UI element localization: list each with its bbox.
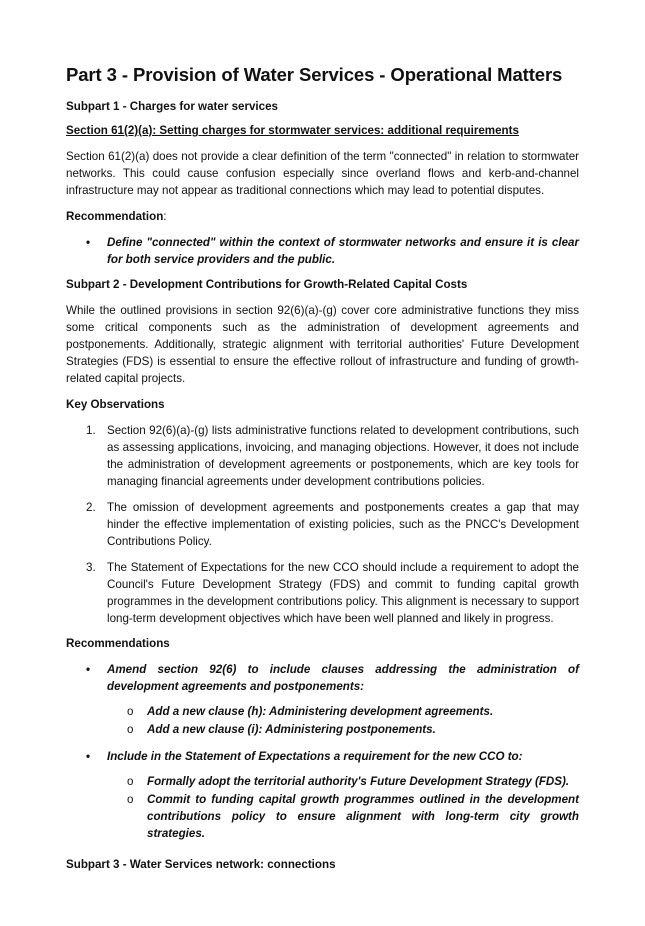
- observations-list: [66, 422, 579, 627]
- sub-recommendation-text: Commit to funding capital growth programmes outlined in the development contributions policy to ensure alignment with long-term city growth strategies.: [147, 793, 579, 840]
- sub-recommendation-text: Add a new clause (i): Administering postponements.: [147, 723, 436, 736]
- section-61-heading: Section 61(2)(a): Setting charges for stormwater services: additional requirements: [66, 124, 519, 137]
- list-item: [107, 773, 579, 790]
- subpart-2-paragraph: While the outlined provisions in section 92(6)(a)-(g) cover core administrative functions they miss some critical components such as the administration of development agreements and postponements. Additionally, strategic alignment with territorial authorities' Future Development Strategies (FDS) is essential to ensure the effective rollout of infrastructure and funding of growth-related capital projects.: [66, 304, 579, 385]
- list-number: 1.: [86, 424, 96, 437]
- circle-bullet-icon: o: [127, 775, 134, 788]
- recommendation-text: Amend section 92(6) to include clauses addressing the administration of development agreements and postponements:: [107, 663, 579, 693]
- list-item: [66, 748, 579, 842]
- circle-bullet-icon: o: [127, 723, 134, 736]
- circle-bullet-icon: o: [127, 793, 134, 806]
- recommendations-label: Recommendations: [66, 637, 170, 650]
- list-item: [66, 422, 579, 490]
- list-number: 3.: [86, 561, 96, 574]
- subpart-3-heading: Subpart 3 - Water Services network: connections: [66, 858, 336, 871]
- key-observations-label: Key Observations: [66, 398, 165, 411]
- circle-bullet-icon: o: [127, 705, 134, 718]
- observation-text: Section 92(6)(a)-(g) lists administrative functions related to development contributions, such as assessing applications, invoicing, and managing objections. However, it does not include the administration of development agreements or postponements, which are key tools for managing financial agreements under development contributions policies.: [107, 424, 579, 488]
- list-item: [107, 703, 579, 720]
- list-item: [66, 499, 579, 550]
- bullet-icon: •: [86, 236, 91, 249]
- list-number: 2.: [86, 501, 96, 514]
- bullet-icon: •: [86, 663, 91, 676]
- recommendations-list: [66, 661, 579, 842]
- recommendation-label: [66, 210, 579, 223]
- bullet-icon: •: [86, 750, 91, 763]
- subpart-2-heading: Subpart 2 - Development Contributions for Growth-Related Capital Costs: [66, 278, 468, 291]
- recommendation-text: Include in the Statement of Expectations a requirement for the new CCO to:: [107, 750, 523, 763]
- recommendation-colon: :: [163, 210, 167, 223]
- section-61-paragraph: Section 61(2)(a) does not provide a clear definition of the term "connected" in relation to stormwater networks. This could cause confusion especially since overland flows and kerb-and-channel infrastructure may not appear as traditional connections which may lead to potential disputes.: [66, 150, 579, 197]
- list-item: [66, 661, 579, 738]
- sub-recommendation-text: Formally adopt the territorial authority's Future Development Strategy (FDS).: [147, 775, 570, 788]
- sub-recommendation-list: [107, 703, 579, 738]
- recommendation-label-text: Recommendation: [66, 210, 164, 223]
- list-item: [107, 791, 579, 842]
- page-title: Part 3 - Provision of Water Services - Operational Matters: [66, 64, 563, 85]
- observation-text: The Statement of Expectations for the new CCO should include a requirement to adopt the Council's Future Development Strategy (FDS) and commit to funding capital growth programmes in the development contributions policy. This alignment is necessary to support long-term development objectives which have been well planned and likely in progress.: [107, 561, 579, 625]
- observation-text: The omission of development agreements and postponements creates a gap that may hinder the effective implementation of existing policies, such as the PNCC's Development Contributions Policy.: [107, 501, 579, 548]
- list-item: [107, 721, 579, 738]
- list-item: [66, 559, 579, 627]
- recommendation-text: Define "connected" within the context of stormwater networks and ensure it is clear for both service providers and the public.: [107, 236, 579, 266]
- list-item: [66, 234, 579, 268]
- recommendation-list: [66, 234, 579, 268]
- sub-recommendation-text: Add a new clause (h): Administering development agreements.: [147, 705, 494, 718]
- sub-recommendation-list: [107, 773, 579, 842]
- subpart-1-heading: Subpart 1 - Charges for water services: [66, 100, 278, 113]
